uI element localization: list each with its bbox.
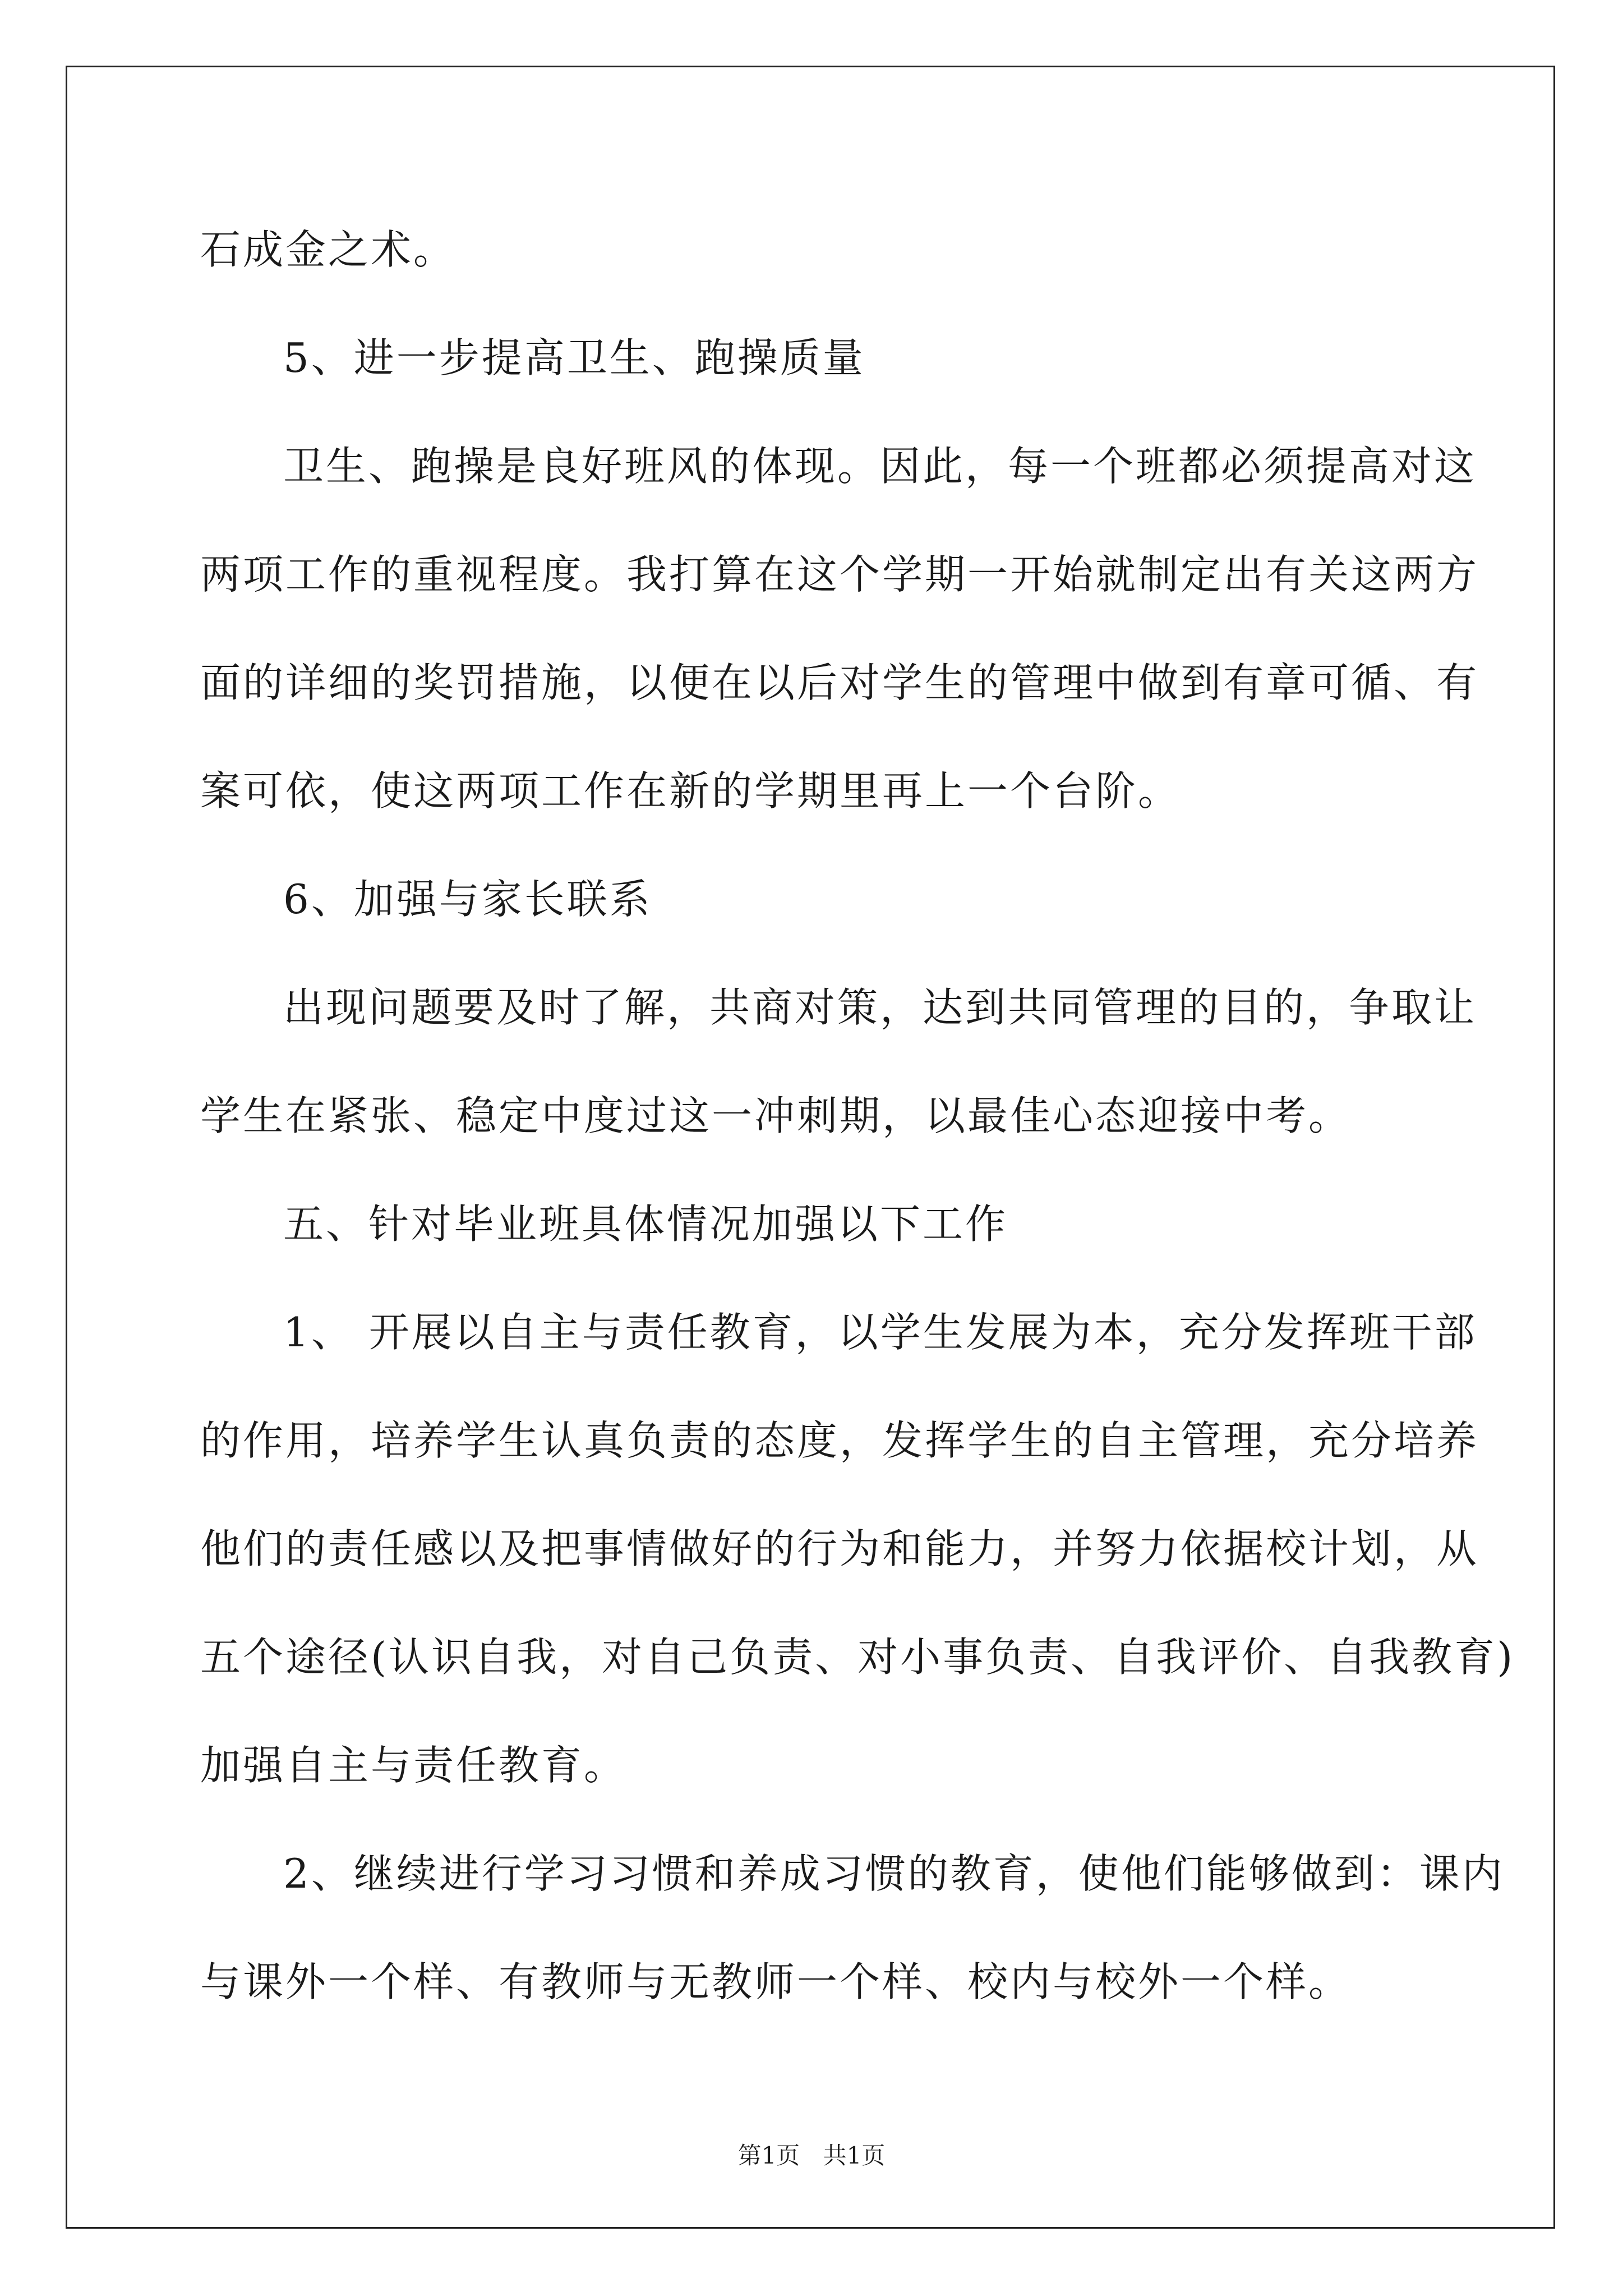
paragraph-line: 1、 开展以自主与责任教育，以学生发展为本，充分发挥班干部 <box>283 1309 1477 1356</box>
section-heading: 6、加强与家长联系 <box>283 876 652 923</box>
paragraph-line: 他们的责任感以及把事情做好的行为和能力，并努力依据校计划，从 <box>200 1525 1479 1572</box>
paragraph-line: 出现问题要及时了解，共商对策，达到共同管理的目的，争取让 <box>283 984 1477 1031</box>
section-heading: 5、进一步提高卫生、跑操质量 <box>283 334 865 381</box>
paragraph-line: 石成金之术。 <box>200 226 457 273</box>
paragraph-line: 的作用，培养学生认真负责的态度，发挥学生的自主管理，充分培养 <box>200 1417 1479 1464</box>
page-border <box>66 66 1555 2229</box>
paragraph-line: 五个途径(认识自我，对自己负责、对小事负责、自我评价、自我教育) <box>200 1634 1515 1681</box>
paragraph-line: 与课外一个样、有教师与无教师一个样、校内与校外一个样。 <box>200 1958 1352 2005</box>
paragraph-line: 学生在紧张、稳定中度过这一冲刺期，以最佳心态迎接中考。 <box>200 1092 1352 1139</box>
page-number-current: 第1页 <box>737 2142 800 2169</box>
paragraph-line: 卫生、跑操是良好班风的体现。因此，每一个班都必须提高对这 <box>283 443 1477 490</box>
page-number-total: 共1页 <box>823 2142 886 2169</box>
page-footer <box>0 2140 1623 2171</box>
paragraph-line: 案可依，使这两项工作在新的学期里再上一个台阶。 <box>200 767 1181 815</box>
paragraph-line: 加强自主与责任教育。 <box>200 1742 627 1789</box>
paragraph-line: 2、继续进行学习习惯和养成习惯的教育，使他们能够做到：课内 <box>283 1850 1505 1897</box>
paragraph-line: 面的详细的奖罚措施，以便在以后对学生的管理中做到有章可循、有 <box>200 659 1479 706</box>
paragraph-line: 两项工作的重视程度。我打算在这个学期一开始就制定出有关这两方 <box>200 551 1479 598</box>
section-heading: 五、针对毕业班具体情况加强以下工作 <box>283 1200 1008 1248</box>
